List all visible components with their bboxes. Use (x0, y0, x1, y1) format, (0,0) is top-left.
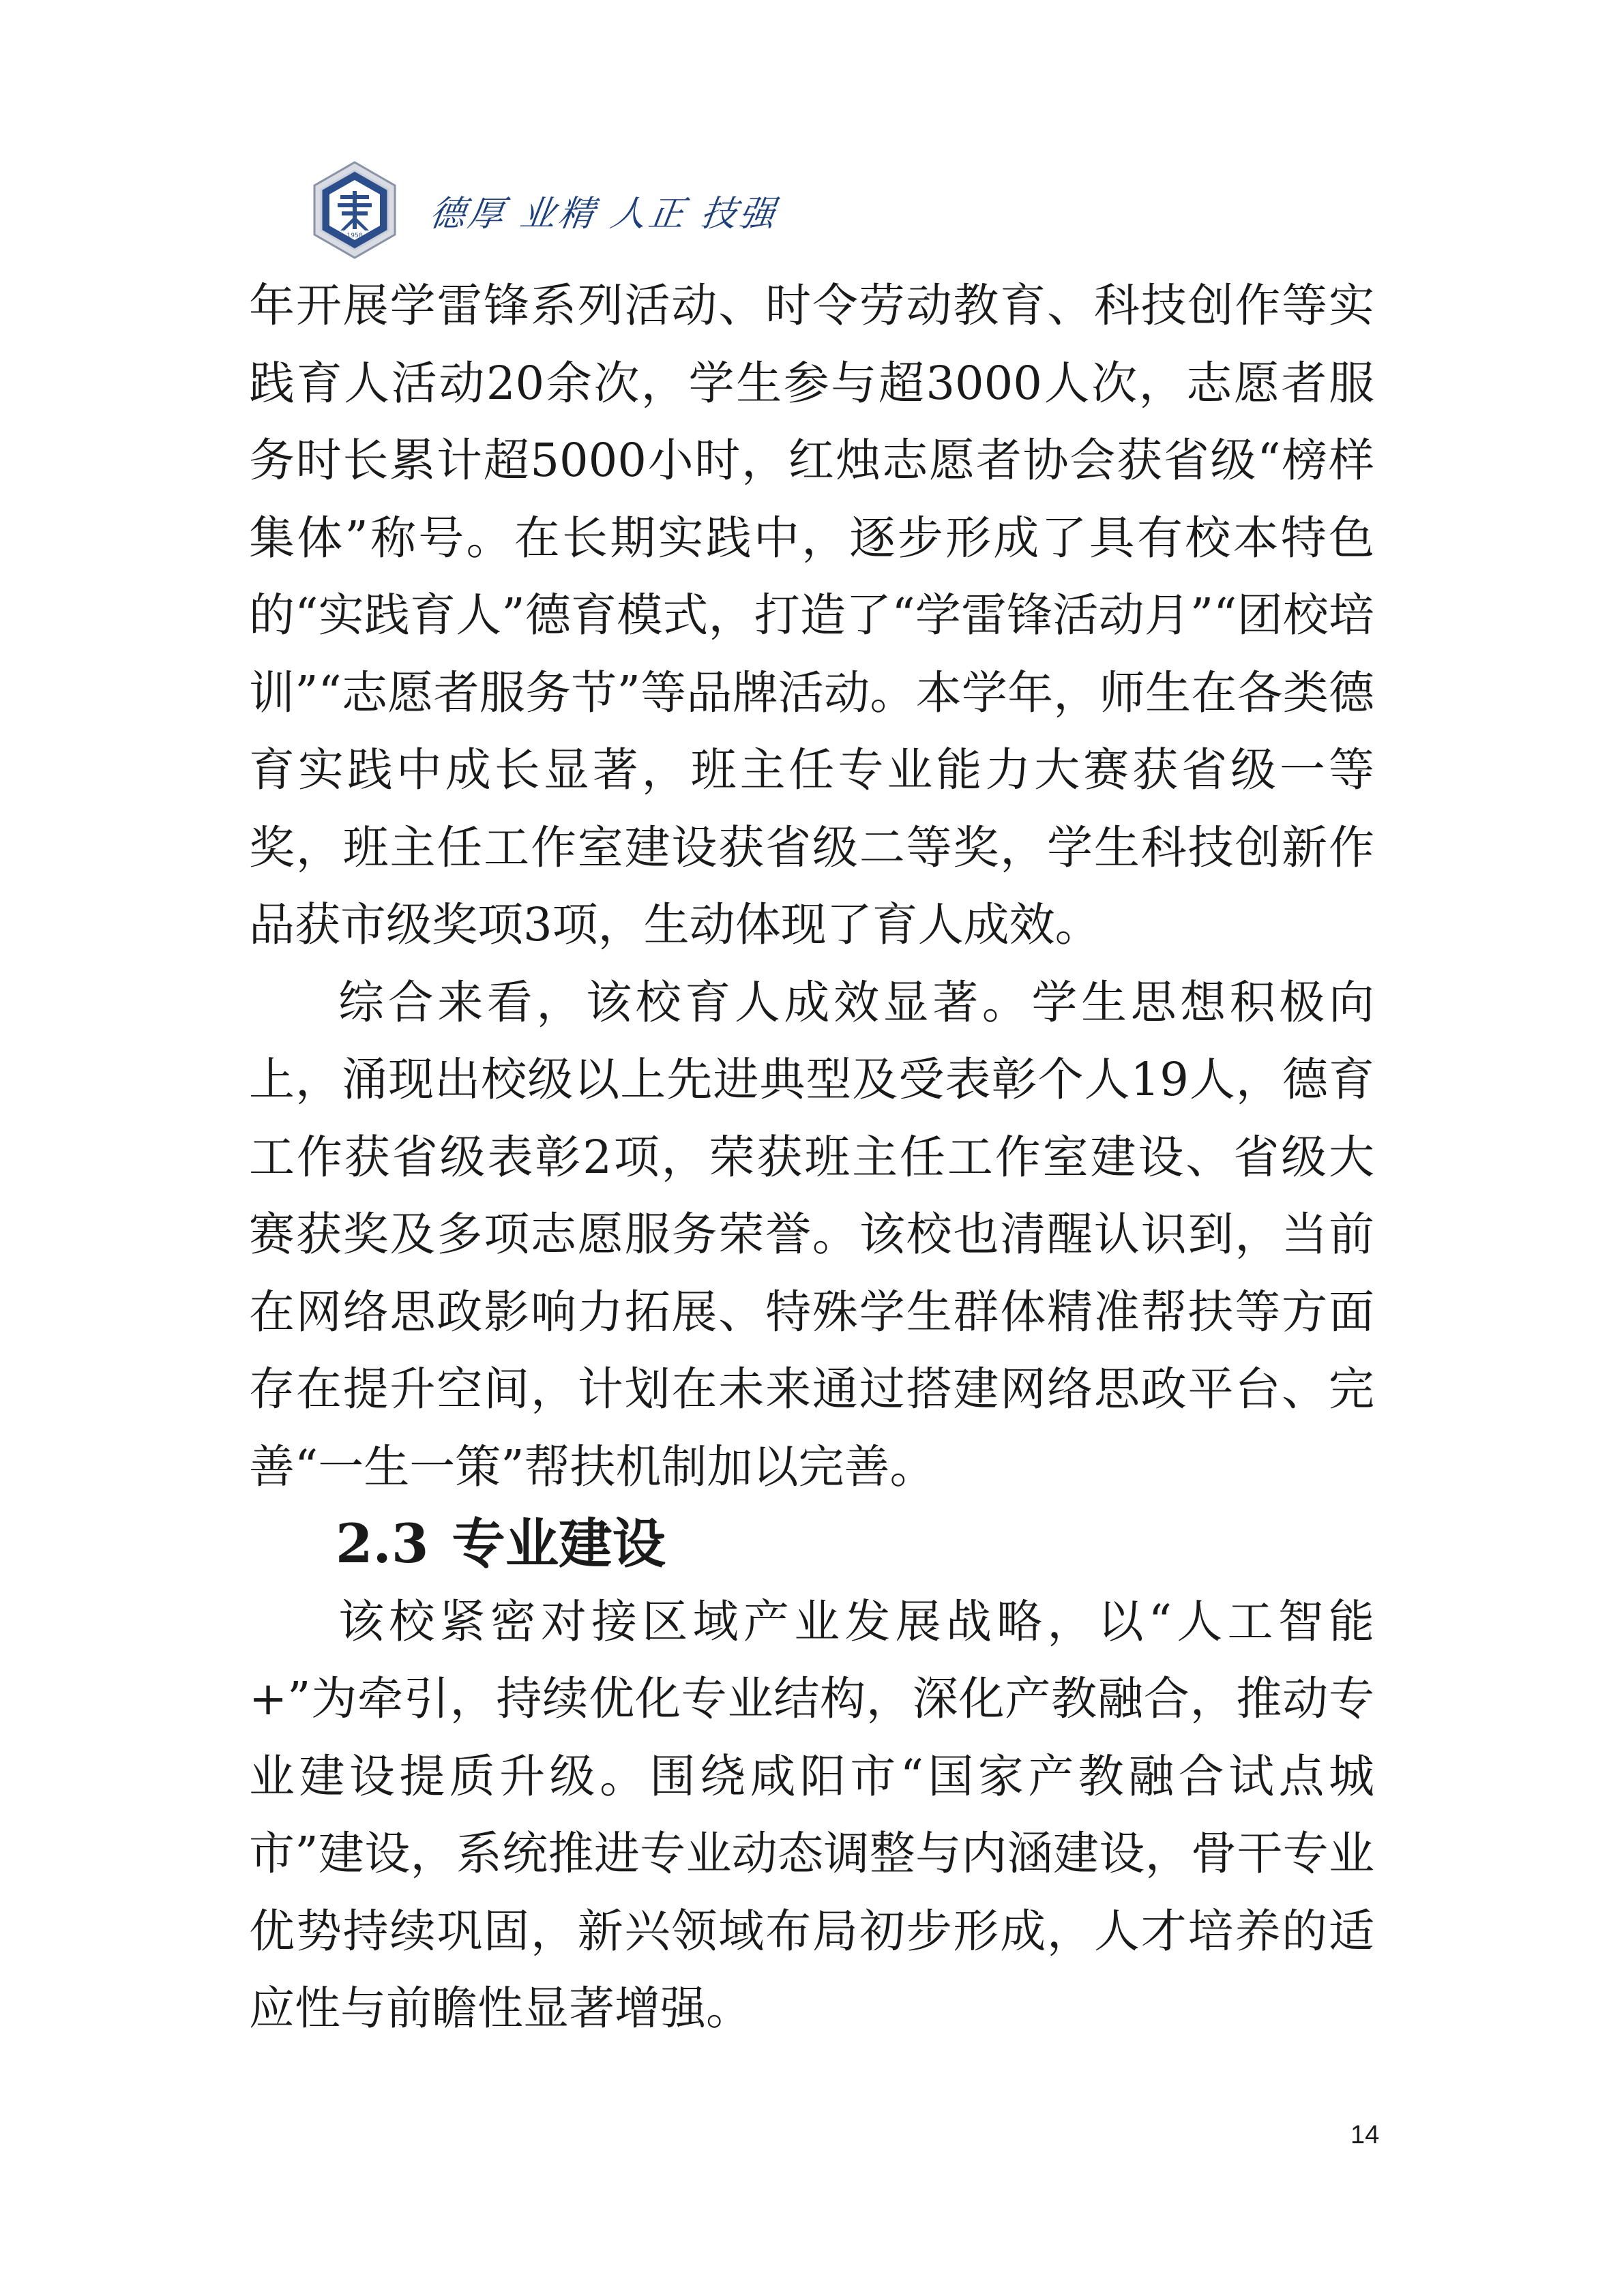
document-body (249, 267, 1374, 2048)
page-number: 14 (1350, 2121, 1380, 2149)
section-title: 专业建设 (452, 1512, 666, 1575)
paragraph-practice-education: 年开展学雷锋系列活动、时令劳动教育、科技创作等实践育人活动20余次，学生参与超3000人次，志愿者服务时长累计超5000小时，红烛志愿者协会获省级“榜样集体”称号。在长期实践中，逐步形成了具有校本特色的“实践育人”德育模式，打造了“学雷锋活动月”“团校培训”“志愿者服务节”等品牌活动。本学年，师生在各类德育实践中成长显著，班主任专业能力大赛获省级一等奖，班主任工作室建设获省级二等奖，学生科技创新作品获市级奖项3项，生动体现了育人成效。 (249, 279, 1374, 951)
section-number: 2.3 (336, 1512, 429, 1575)
paragraph-summary: 综合来看，该校育人成效显著。学生思想积极向上，涌现出校级以上先进典型及受表彰个人19人，德育工作获省级表彰2项，荣获班主任工作室建设、省级大赛获奖及多项志愿服务荣誉。该校也清醒认识到，当前在网络思政影响力拓展、特殊学生群体精准帮扶等方面存在提升空间，计划在未来通过搭建网络思政平台、完善“一生一策”帮扶机制加以完善。 (249, 975, 1374, 1493)
school-motto: 德厚 业精 人正 技强 (427, 193, 781, 235)
paragraph-major-construction: 该校紧密对接区域产业发展战略，以“人工智能+”为牵引，持续优化专业结构，深化产教融合，推动专业建设提质升级。围绕咸阳市“国家产教融合试点城市”建设，系统推进专业动态调整与内涵建设，骨干专业优势持续巩固，新兴领域布局初步形成，人才培养的适应性与前瞻性显著增强。 (249, 1594, 1374, 2035)
page-header (310, 155, 781, 265)
section-heading (249, 1506, 1374, 1583)
emblem-year: 1958 (346, 233, 363, 239)
school-emblem-icon (310, 160, 399, 260)
